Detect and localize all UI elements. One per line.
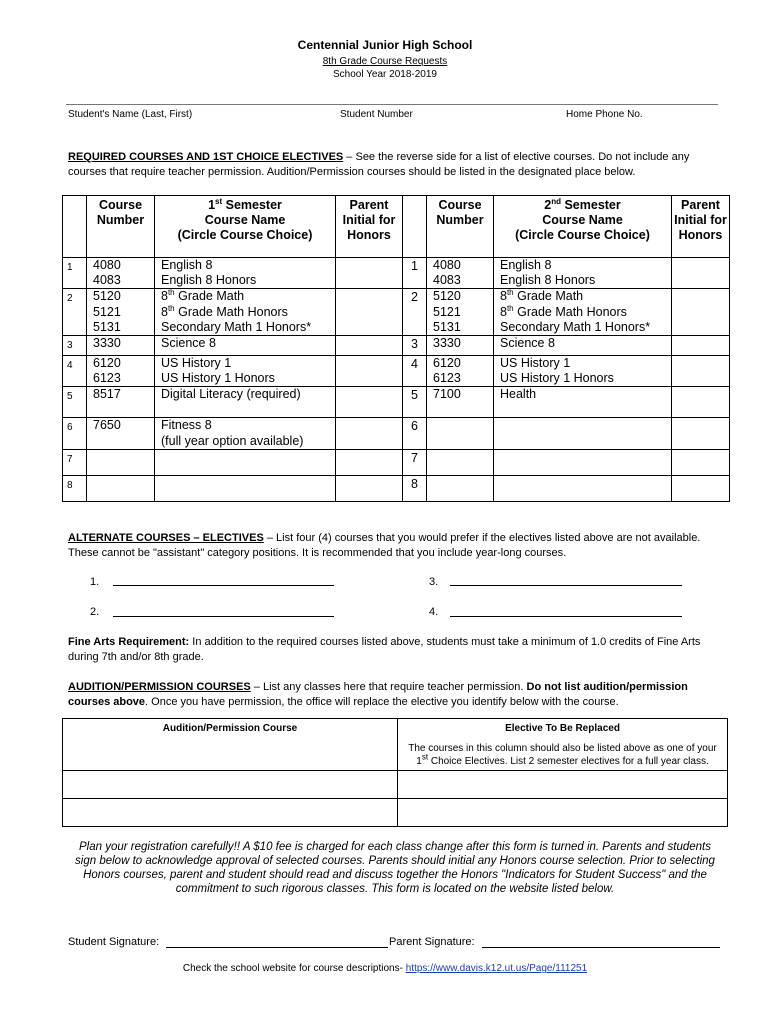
- alternate-course-line-2[interactable]: [113, 616, 334, 617]
- audition-table: [62, 718, 728, 827]
- parent-initial-cell[interactable]: [336, 449, 403, 475]
- course-name[interactable]: Science 8: [161, 336, 216, 351]
- course-name[interactable]: Fitness 8: [161, 418, 212, 433]
- course-number[interactable]: 4083: [93, 273, 121, 288]
- course-row: [63, 258, 730, 289]
- elective-note: The courses in this column should also be listed above as one of your 1st Choice Electives. List 2 semester electives for a full year class.: [408, 743, 717, 767]
- course-name[interactable]: 8th Grade Math Honors: [500, 303, 627, 319]
- course-number[interactable]: 5120: [433, 289, 461, 304]
- alternate-course-line-3[interactable]: [450, 585, 682, 586]
- parent-initial-cell[interactable]: [336, 336, 403, 356]
- course-name[interactable]: 8th Grade Math: [500, 288, 584, 304]
- parent-initial-cell-2[interactable]: [672, 475, 730, 501]
- sem2-course-number-cell[interactable]: [427, 258, 494, 289]
- row-number-2: 8: [403, 475, 427, 501]
- sem1-course-number-cell[interactable]: [87, 336, 155, 356]
- course-row: [63, 449, 730, 475]
- parent-initial-cell-2[interactable]: [672, 418, 730, 449]
- row-number-header-2: [403, 196, 427, 258]
- parent-initial-cell-2[interactable]: [672, 289, 730, 336]
- row-number-2: 7: [403, 449, 427, 475]
- sem1-course-name-cell[interactable]: [155, 449, 336, 475]
- audition-heading: AUDITION/PERMISSION COURSES: [68, 681, 251, 693]
- sem1-course-number-cell[interactable]: [87, 475, 155, 501]
- parent-initial-cell-2[interactable]: [672, 336, 730, 356]
- course-name[interactable]: 8th Grade Math Honors: [161, 303, 288, 319]
- home-phone-label: Home Phone No.: [566, 109, 643, 120]
- sem1-course-name-cell[interactable]: [155, 418, 336, 449]
- elective-replaced-cell-1[interactable]: [398, 719, 728, 771]
- parent-initial-cell-2[interactable]: [672, 356, 730, 387]
- elective-replaced-cell-2[interactable]: [398, 771, 728, 799]
- course-name[interactable]: Digital Literacy (required): [161, 387, 301, 402]
- sem2-course-number-cell[interactable]: [427, 289, 494, 336]
- elective-replaced-header: Elective To Be Replaced: [505, 723, 620, 734]
- student-signature-label: Student Signature:: [68, 936, 160, 948]
- row-number-2: 4: [403, 356, 427, 387]
- required-courses-instructions: [68, 150, 718, 180]
- row-number: 1: [63, 258, 87, 289]
- fine-arts-heading: Fine Arts Requirement:: [68, 636, 190, 648]
- footer: [0, 963, 770, 974]
- course-descriptions-link[interactable]: https://www.davis.k12.ut.us/Page/111251: [405, 963, 588, 974]
- row-number: 7: [63, 449, 87, 475]
- required-courses-text: – See the reverse side for a list of elective courses. Do not include any courses that require teacher permission. Audition/Permission courses should be listed in the designated place below.: [68, 151, 690, 178]
- sem2-course-name-cell[interactable]: [494, 387, 672, 418]
- fine-arts-requirement: [68, 635, 724, 665]
- sem1-course-name-cell[interactable]: [155, 336, 336, 356]
- course-name[interactable]: 8th Grade Math: [161, 288, 245, 304]
- course-request-table: [62, 195, 730, 502]
- audition-course-cell-3[interactable]: [63, 799, 398, 827]
- sem1-course-number-cell[interactable]: [87, 356, 155, 387]
- course-row: [63, 475, 730, 501]
- course-number[interactable]: 8517: [93, 387, 121, 402]
- course-number[interactable]: 7650: [93, 418, 121, 433]
- audition-course-header: Audition/Permission Course: [162, 723, 298, 734]
- course-name[interactable]: US History 1 Honors: [500, 371, 614, 386]
- course-number[interactable]: 3330: [433, 336, 461, 351]
- sem2-course-number-cell[interactable]: [427, 336, 494, 356]
- course-name[interactable]: Secondary Math 1 Honors*: [500, 319, 651, 334]
- course-number[interactable]: 4080: [433, 258, 461, 272]
- sem1-course-name-header: 1st Semester Course Name (Circle Course Choice): [155, 196, 336, 258]
- sem2-course-name-cell[interactable]: [494, 356, 672, 387]
- course-name[interactable]: (full year option available): [161, 433, 304, 448]
- sem2-course-number-cell[interactable]: [427, 387, 494, 418]
- row-number-2: 6: [403, 418, 427, 449]
- parent-initial-header: Parent Initial for Honors: [336, 196, 403, 258]
- row-number: 6: [63, 418, 87, 449]
- course-name[interactable]: Secondary Math 1 Honors*: [161, 319, 312, 334]
- audition-course-cell-2[interactable]: [63, 771, 398, 799]
- sem2-course-name-cell[interactable]: [494, 475, 672, 501]
- course-number[interactable]: 5131: [433, 319, 461, 334]
- sem1-course-name-cell[interactable]: [155, 289, 336, 336]
- sem2-course-name-cell[interactable]: [494, 289, 672, 336]
- row-number: 5: [63, 387, 87, 418]
- parent-initial-cell-2[interactable]: [672, 387, 730, 418]
- sem2-course-name-header: 2nd Semester Course Name (Circle Course Choice): [494, 196, 672, 258]
- sem2-course-name-cell[interactable]: [494, 449, 672, 475]
- sem2-course-name-cell[interactable]: [494, 258, 672, 289]
- row-number-2: 5: [403, 387, 427, 418]
- parent-initial-cell[interactable]: [336, 258, 403, 289]
- alternate-course-line-4[interactable]: [450, 616, 682, 617]
- course-number[interactable]: 7100: [433, 387, 461, 402]
- course-row: [63, 336, 730, 356]
- course-name[interactable]: US History 1 Honors: [161, 371, 275, 386]
- alternate-label-4: 4.: [429, 606, 439, 618]
- alternate-courses-instructions: [68, 531, 724, 561]
- parent-initial-header-2: Parent Initial for Honors: [672, 196, 730, 258]
- form-title: 8th Grade Course Requests: [322, 56, 448, 67]
- course-number[interactable]: 6123: [433, 371, 461, 386]
- course-number[interactable]: 6123: [93, 371, 121, 386]
- student-name-label: Student's Name (Last, First): [68, 109, 193, 120]
- course-number-header-1: Course Number: [87, 196, 155, 258]
- alternate-label-2: 2.: [90, 606, 100, 618]
- sem1-course-number-cell[interactable]: [87, 258, 155, 289]
- parent-initial-cell[interactable]: [336, 475, 403, 501]
- course-number[interactable]: 5121: [93, 304, 121, 319]
- course-row: [63, 418, 730, 449]
- alternate-courses-text: – List four (4) courses that you would prefer if the electives listed above are not available. These cannot be "assistant" category positions. It is recommended that you include year-long courses.: [68, 532, 701, 559]
- parent-initial-cell[interactable]: [336, 418, 403, 449]
- sem1-course-name-cell[interactable]: [155, 258, 336, 289]
- row-number-2: 1: [403, 258, 427, 289]
- course-name[interactable]: US History 1: [161, 356, 232, 371]
- sem1-course-name-cell[interactable]: [155, 356, 336, 387]
- alternate-label-3: 3.: [429, 576, 439, 588]
- course-name[interactable]: English 8: [161, 258, 213, 272]
- sem2-course-number-cell[interactable]: [427, 418, 494, 449]
- row-number: 2: [63, 289, 87, 336]
- student-info-line[interactable]: [66, 104, 718, 105]
- audition-text-2: . Once you have permission, the office will replace the elective you identify below with the course.: [145, 696, 619, 708]
- course-name[interactable]: English 8: [500, 258, 552, 272]
- course-name[interactable]: Health: [500, 387, 537, 402]
- course-row: [63, 289, 730, 336]
- sem1-course-name-cell[interactable]: [155, 387, 336, 418]
- row-number: 8: [63, 475, 87, 501]
- sem2-course-number-cell[interactable]: [427, 475, 494, 501]
- course-number[interactable]: 5121: [433, 304, 461, 319]
- alternate-label-1: 1.: [90, 576, 100, 588]
- course-number[interactable]: 4080: [93, 258, 121, 272]
- school-name: Centennial Junior High School: [297, 38, 473, 52]
- course-name[interactable]: English 8 Honors: [500, 273, 596, 288]
- sem2-course-number-cell[interactable]: [427, 356, 494, 387]
- sem2-course-name-cell[interactable]: [494, 418, 672, 449]
- course-name[interactable]: US History 1: [500, 356, 571, 371]
- fine-arts-text: In addition to the required courses listed above, students must take a minimum of 1.0 credits of Fine Arts during 7th and/or 8th grade.: [68, 636, 701, 663]
- sem1-course-name-cell[interactable]: [155, 475, 336, 501]
- sem2-course-name-cell[interactable]: [494, 336, 672, 356]
- parent-initial-cell-2[interactable]: [672, 449, 730, 475]
- parent-initial-cell-2[interactable]: [672, 258, 730, 289]
- sem1-course-number-cell[interactable]: [87, 387, 155, 418]
- course-number[interactable]: 6120: [433, 356, 461, 371]
- required-courses-heading: REQUIRED COURSES AND 1ST CHOICE ELECTIVES: [68, 151, 344, 163]
- audition-text-1: – List any classes here that require teacher permission.: [250, 681, 527, 693]
- parent-initial-cell[interactable]: [336, 356, 403, 387]
- footer-text: Check the school website for course descriptions-: [182, 963, 406, 974]
- parent-initial-cell[interactable]: [336, 289, 403, 336]
- course-row: [63, 356, 730, 387]
- audition-bold-text: Do not list audition/permission courses above: [68, 681, 688, 708]
- alternate-course-line-1[interactable]: [113, 585, 334, 586]
- student-number-label: Student Number: [340, 109, 413, 120]
- course-name[interactable]: Science 8: [500, 336, 555, 351]
- course-row: [63, 387, 730, 418]
- sem2-course-number-cell[interactable]: [427, 449, 494, 475]
- school-year: School Year 2018-2019: [333, 69, 437, 80]
- course-number[interactable]: 6120: [93, 356, 121, 371]
- sem1-course-number-cell[interactable]: [87, 449, 155, 475]
- course-number-header-2: Course Number: [427, 196, 494, 258]
- parent-signature-line[interactable]: [482, 947, 720, 948]
- course-number[interactable]: 3330: [93, 336, 121, 351]
- row-number-header: [63, 196, 87, 258]
- course-number[interactable]: 4083: [433, 273, 461, 288]
- row-number: 3: [63, 336, 87, 356]
- course-number[interactable]: 5120: [93, 289, 121, 304]
- sem1-course-number-cell[interactable]: [87, 289, 155, 336]
- course-name[interactable]: English 8 Honors: [161, 273, 257, 288]
- row-number-2: 2: [403, 289, 427, 336]
- student-signature-line[interactable]: [166, 947, 388, 948]
- sem1-course-number-cell[interactable]: [87, 418, 155, 449]
- row-number-2: 3: [403, 336, 427, 356]
- parent-signature-label: Parent Signature:: [389, 936, 475, 948]
- row-number: 4: [63, 356, 87, 387]
- audition-instructions: [68, 680, 724, 710]
- course-number[interactable]: 5131: [93, 319, 121, 334]
- audition-course-cell-1[interactable]: [63, 719, 398, 771]
- registration-notice: Plan your registration carefully!! A $10 fee is charged for each class change after this form is turned in. Parents and students sign below to acknowledge approval of selected courses. Parents should initial any Honors course selection. Prior to selecting Honors courses, parent and student should read and discuss together the Honors "Indicators for Student Success" and the commitment to such rigorous classes. This form is located on the website listed below.: [75, 841, 715, 895]
- elective-replaced-cell-3[interactable]: [398, 799, 728, 827]
- alternate-courses-heading: ALTERNATE COURSES – ELECTIVES: [68, 532, 264, 544]
- parent-initial-cell[interactable]: [336, 387, 403, 418]
